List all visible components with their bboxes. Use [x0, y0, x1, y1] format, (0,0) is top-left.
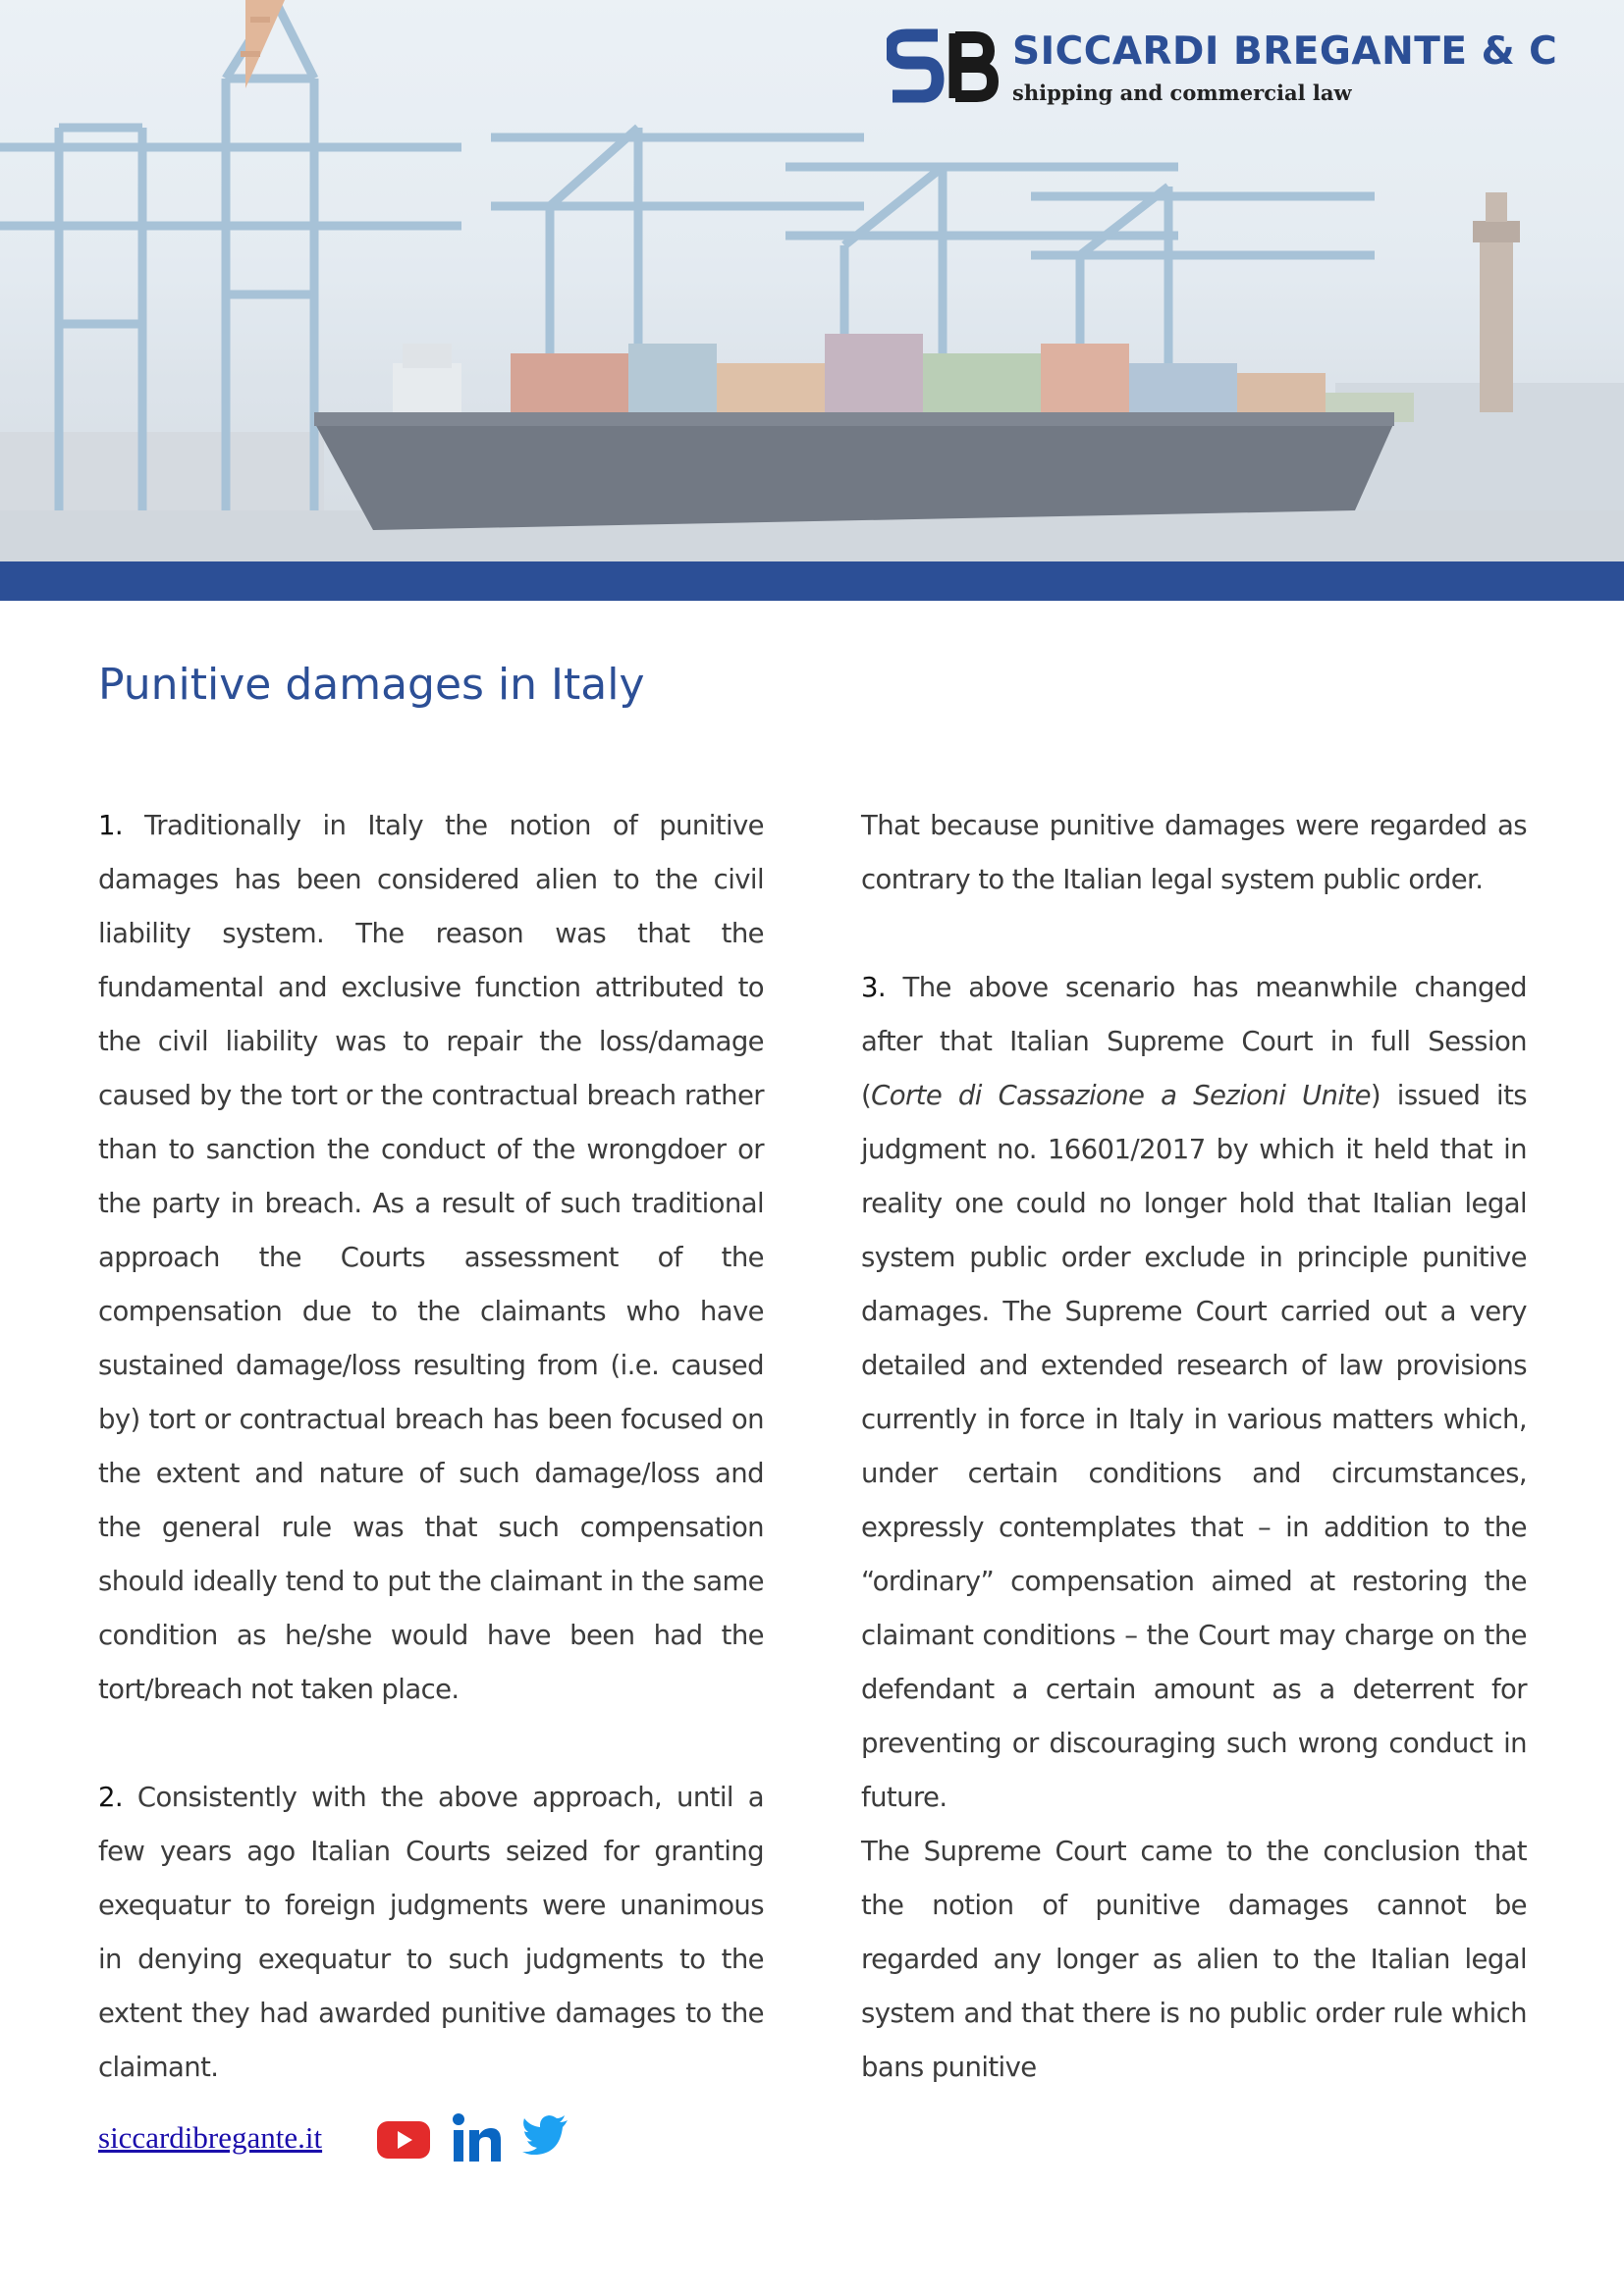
paragraph-2 — [98, 1771, 764, 2095]
paragraph-number: 1. — [98, 810, 124, 841]
header-band — [0, 561, 1624, 601]
paragraph-2-continued: That because punitive damages were regarded as contrary to the Italian legal system public order. — [861, 810, 1527, 895]
court-name: Corte di Cassazione a Sezioni Unite — [871, 1080, 1371, 1111]
paragraph-number: 2. — [98, 1782, 124, 1813]
hero-image — [0, 0, 1624, 561]
paragraph-4: The Supreme Court came to the conclusion that the notion of punitive damages cannot be regarded any longer as alien to the Italian legal system and that there is no public order rule which bans punitive — [861, 1836, 1527, 2083]
twitter-icon[interactable] — [522, 2115, 569, 2155]
footer — [98, 2110, 785, 2169]
website-link[interactable]: siccardibregante.it — [98, 2120, 323, 2155]
paragraph-text: Traditionally in Italy the notion of punitive damages has been considered alien to the civil liability system. The reason was that the fundamental and exclusive function attributed to the civil liability was to repair the loss/damage caused by the tort or the contractual breach rather than to sanction the conduct of the wrongdoer or the party in breach. As a result of such traditional approach the Courts assessment of the compensation due to the claimants who have sustained damage/loss resulting from (i.e. caused by) tort or contractual breach has been focused on the extent and nature of such damage/loss and the general rule was that such compensation should ideally tend to put the claimant in the same condition as he/she would have been had the tort/breach not taken place. — [98, 810, 764, 1705]
brand-logo — [887, 27, 1558, 116]
linkedin-icon[interactable] — [452, 2112, 503, 2163]
right-column — [861, 799, 1527, 2095]
brand-tagline: shipping and commercial law — [1012, 80, 1352, 105]
paragraph-text: The above scenario has meanwhile changed after that Italian Supreme Court in full Session ( — [861, 972, 1527, 1111]
page-title: Punitive damages in Italy — [98, 660, 645, 710]
brand-name: SICCARDI BREGANTE & C — [1012, 29, 1558, 74]
paragraph-1 — [98, 799, 764, 1717]
paragraph-text: ) issued its judgment no. 16601/2017 by which it held that in reality one could no longer hold that Italian legal system public order exclude in principle punitive damages. The Supreme Court carried out a very detailed and extended research of law provisions currently in force in Italy in various matters which, under certain conditions and circumstances, expressly contemplates that – in addition to the “ordinary” compensation aimed at restoring the claimant conditions – the Court may charge on the defendant a certain amount as a deterrent for preventing or discouraging such wrong conduct in future. — [861, 1080, 1527, 1813]
left-column — [98, 799, 764, 2095]
paragraph-text: Consistently with the above approach, until a few years ago Italian Courts seized for granting exequatur to foreign judgments were unanimous in denying exequatur to such judgments to the extent they had awarded punitive damages to the claimant. — [98, 1782, 764, 2083]
sb-logo-icon — [887, 27, 1002, 104]
paragraph-number: 3. — [861, 972, 887, 1003]
youtube-icon[interactable] — [376, 2120, 431, 2160]
paragraph-3 — [861, 961, 1527, 1825]
